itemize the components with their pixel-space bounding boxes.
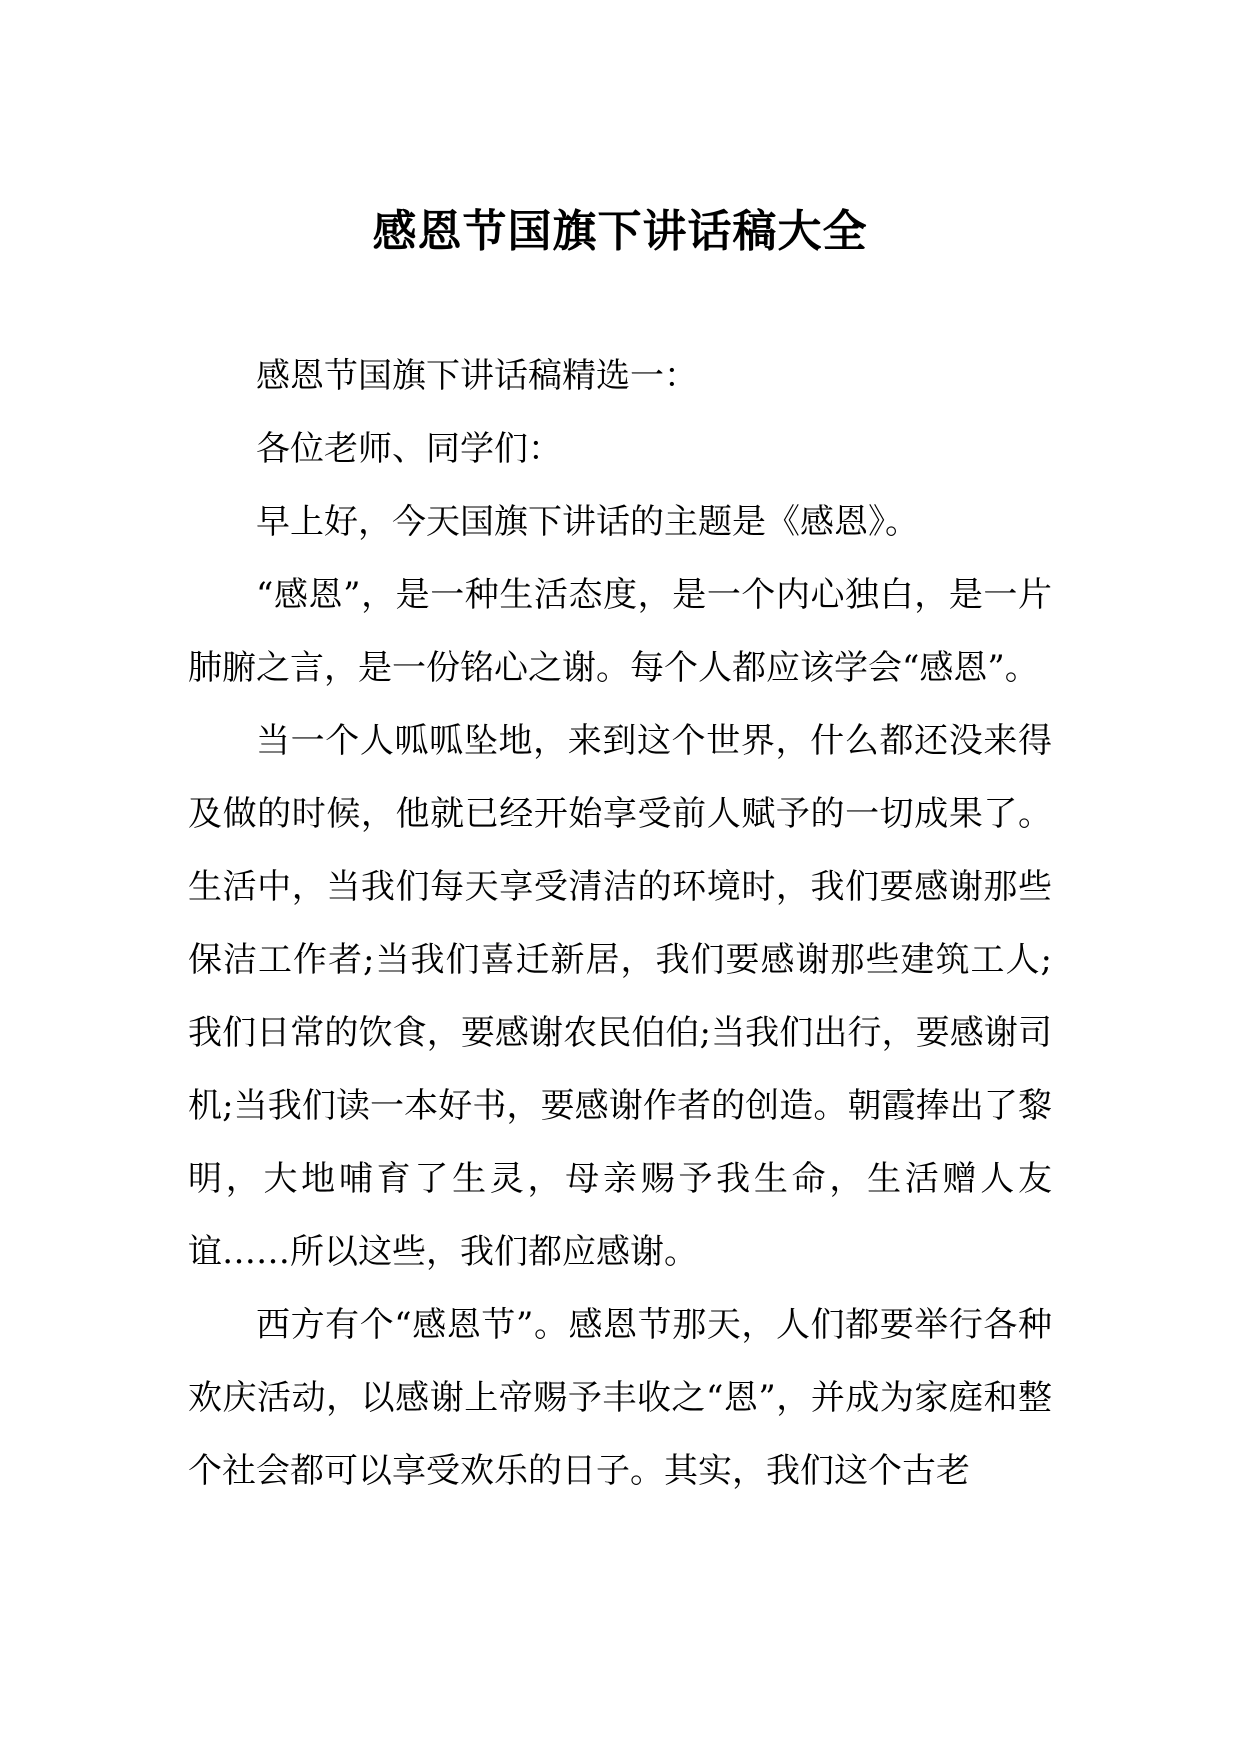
paragraph-body: 当一个人呱呱坠地，来到这个世界，什么都还没来得及做的时候，他就已经开始享受前人赋予的一切成果了。生活中，当我们每天享受清洁的环境时，我们要感谢那些保洁工作者;当我们喜迁新居，我们要感谢那些建筑工人;我们日常的饮食，要感谢农民伯伯;当我们出行，要感谢司机;当我们读一本好书，要感谢作者的创造。朝霞捧出了黎明，大地哺育了生灵，母亲赐予我生命，生活赠人友谊……所以这些，我们都应感谢。 bbox=[188, 721, 1052, 1272]
paragraph-body: 西方有个“感恩节”。感恩节那天，人们都要举行各种欢庆活动，以感谢上帝赐予丰收之“恩”，并成为家庭和整个社会都可以享受欢乐的日子。其实，我们这个古老 bbox=[188, 1305, 1052, 1491]
paragraph-section-heading: 感恩节国旗下讲话稿精选一： bbox=[256, 356, 698, 396]
document-body bbox=[188, 340, 1052, 1508]
paragraph-salutation: 各位老师、同学们： bbox=[256, 429, 562, 469]
paragraph-greeting: 早上好，今天国旗下讲话的主题是《感恩》。 bbox=[256, 502, 919, 542]
page-title: 感恩节国旗下讲话稿大全 bbox=[372, 206, 868, 258]
paragraph-body: “感恩”，是一种生活态度，是一个内心独白，是一片肺腑之言，是一份铭心之谢。每个人都应该学会“感恩”。 bbox=[188, 575, 1052, 688]
